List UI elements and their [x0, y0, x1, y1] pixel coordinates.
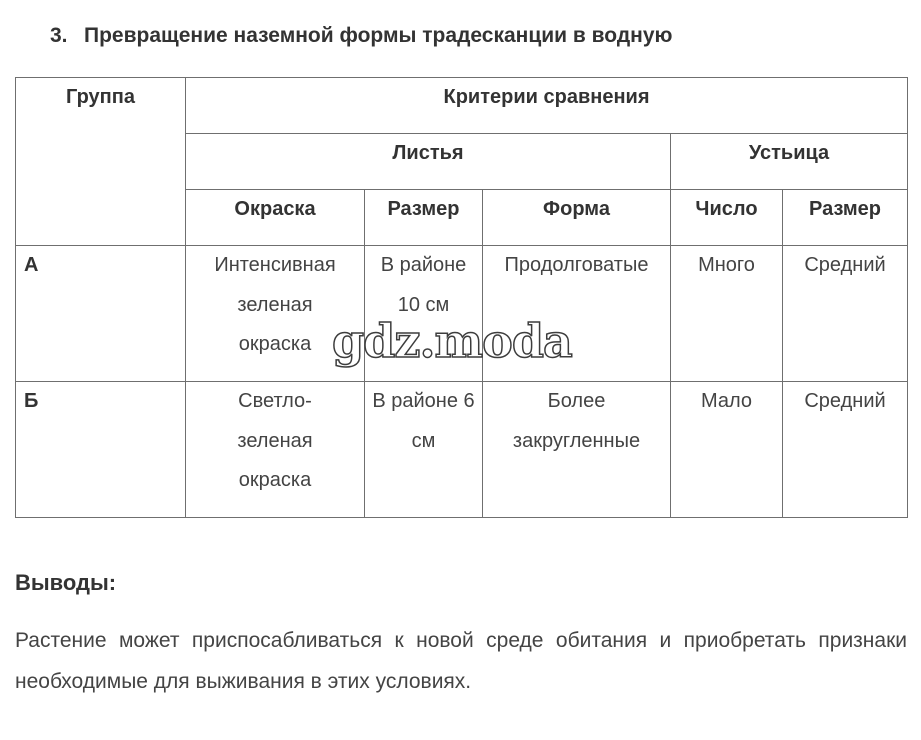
shape-cell: Более закругленные: [483, 382, 671, 518]
group-cell: А: [16, 246, 186, 382]
section-title: Превращение наземной формы традесканции в водную: [84, 24, 673, 47]
section-heading: [50, 24, 672, 48]
color-cell: Светло-зеленая окраска: [186, 382, 365, 518]
table-row: [16, 246, 908, 382]
color-header: Окраска: [186, 190, 365, 246]
comparison-table: [15, 77, 908, 518]
shape-header: Форма: [483, 190, 671, 246]
section-number: 3.: [50, 24, 68, 47]
watermark: gdz.moda: [332, 314, 572, 368]
stomata-count-header: Число: [671, 190, 783, 246]
leaves-header: Листья: [186, 134, 671, 190]
table-row: [16, 382, 908, 518]
stomata-size-cell: Средний: [783, 246, 908, 382]
leaf-size-cell: В районе 6 см: [365, 382, 483, 518]
conclusions-text: Растение может приспосабливаться к новой среде обитания и приобретать признаки необходимые для выживания в этих условиях.: [15, 629, 907, 693]
conclusions-title: Выводы:: [15, 570, 117, 595]
stomata-header: Устьица: [671, 134, 908, 190]
stomata-count-cell: Много: [671, 246, 783, 382]
leaf-size-cell: В районе 10 см: [365, 246, 483, 382]
group-header: Группа: [16, 78, 186, 246]
stomata-count-cell: Мало: [671, 382, 783, 518]
shape-cell: Продолговатые: [483, 246, 671, 382]
color-cell: Интенсивная зеленая окраска: [186, 246, 365, 382]
stomata-size-cell: Средний: [783, 382, 908, 518]
stomata-size-header: Размер: [783, 190, 908, 246]
criteria-header: Критерии сравнения: [186, 78, 908, 134]
group-cell: Б: [16, 382, 186, 518]
leaf-size-header: Размер: [365, 190, 483, 246]
